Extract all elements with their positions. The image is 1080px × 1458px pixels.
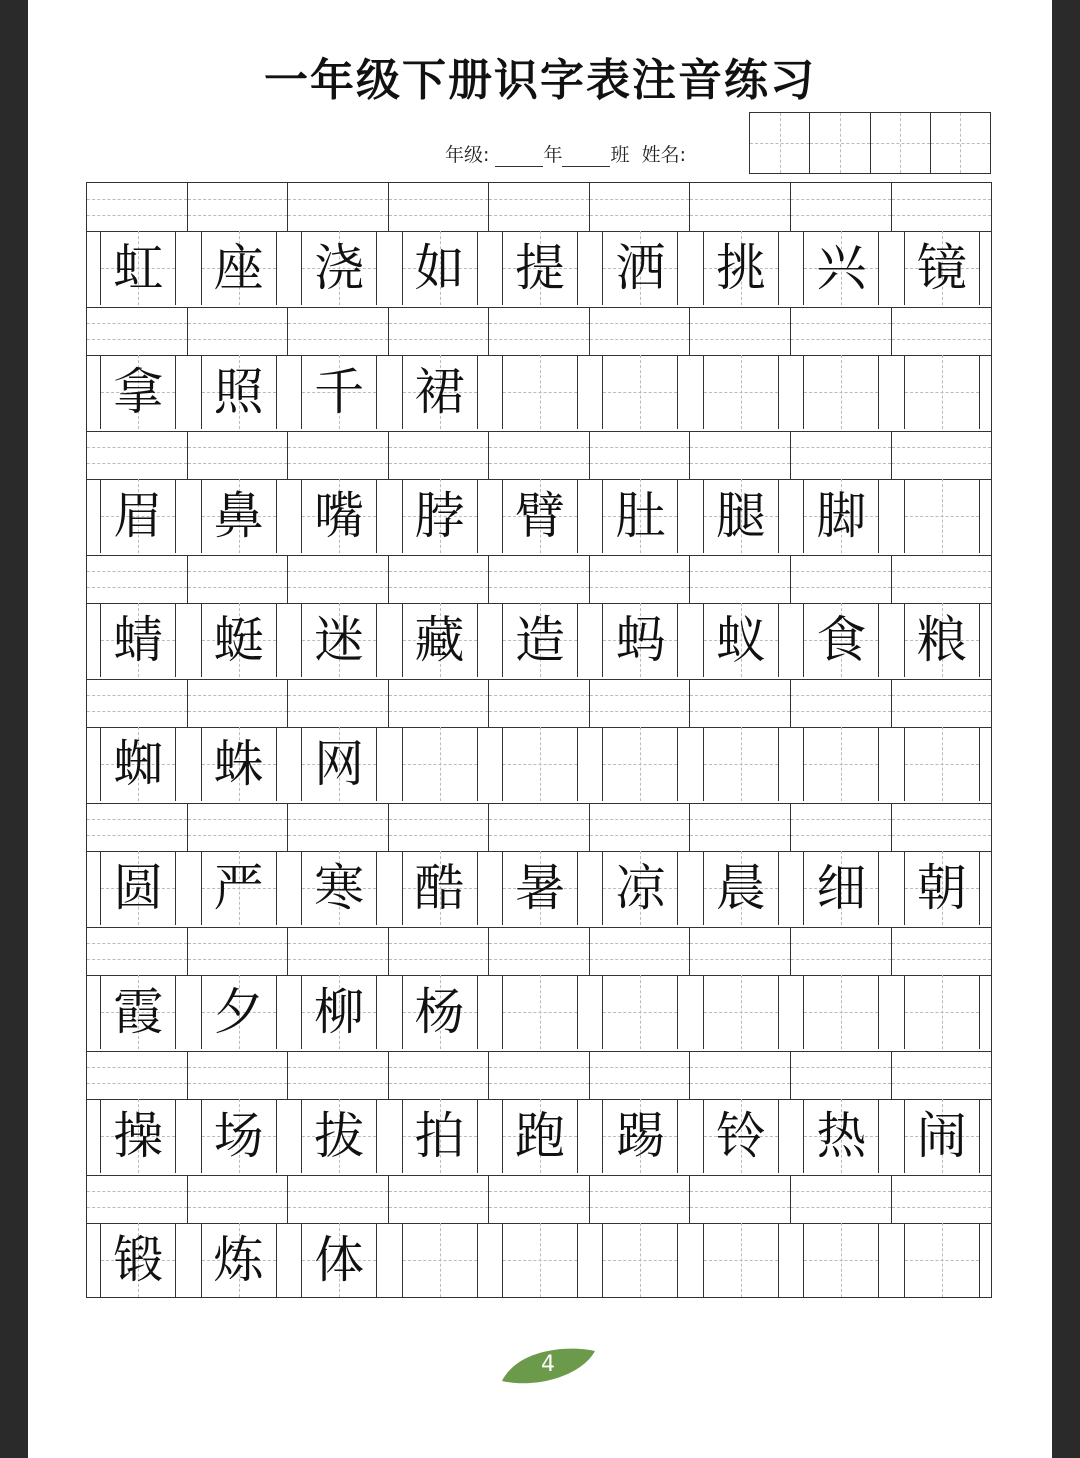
- pinyin-writing-cell[interactable]: [87, 431, 188, 479]
- character-text: 踢: [615, 1107, 666, 1165]
- pinyin-writing-cell[interactable]: [288, 1175, 389, 1223]
- pinyin-writing-cell[interactable]: [288, 679, 389, 727]
- pinyin-writing-cell[interactable]: [87, 555, 188, 603]
- character-text: 蛛: [213, 735, 264, 793]
- character-box: [402, 231, 478, 305]
- student-info: [445, 140, 686, 167]
- pinyin-writing-cell[interactable]: [389, 927, 490, 975]
- character-text: 晨: [715, 859, 766, 917]
- character-box: [703, 231, 779, 305]
- character-text: 热: [816, 1107, 867, 1165]
- character-text: 肚: [615, 487, 666, 545]
- character-box[interactable]: [402, 727, 478, 801]
- pinyin-writing-cell[interactable]: [892, 183, 992, 231]
- practice-row: [87, 803, 991, 927]
- character-box: [301, 355, 377, 429]
- character-box: [100, 727, 176, 801]
- character-box[interactable]: [904, 975, 980, 1049]
- practice-row: [87, 555, 991, 679]
- class-label: 班: [610, 144, 630, 166]
- pinyin-writing-cell[interactable]: [892, 679, 992, 727]
- character-text: 兴: [816, 239, 867, 297]
- pinyin-row: [87, 679, 991, 728]
- character-text: 杨: [414, 983, 465, 1041]
- character-box: [301, 1223, 377, 1297]
- character-text: 眉: [113, 487, 164, 545]
- pinyin-writing-cell[interactable]: [590, 679, 691, 727]
- character-box: [402, 479, 478, 553]
- character-text: 座: [213, 239, 264, 297]
- character-text: 粮: [916, 611, 967, 669]
- character-box[interactable]: [502, 975, 578, 1049]
- character-box[interactable]: [904, 1223, 980, 1297]
- pinyin-writing-cell[interactable]: [590, 431, 691, 479]
- pinyin-writing-cell[interactable]: [288, 927, 389, 975]
- character-box: [201, 1223, 277, 1297]
- character-box[interactable]: [904, 479, 980, 553]
- pinyin-writing-cell[interactable]: [791, 555, 892, 603]
- pinyin-writing-cell[interactable]: [690, 307, 791, 355]
- character-text: 臂: [515, 487, 565, 545]
- character-box: [402, 355, 478, 429]
- practice-row: [87, 1051, 991, 1175]
- character-box: [803, 851, 879, 925]
- pinyin-writing-cell[interactable]: [188, 803, 289, 851]
- character-text: 暑: [515, 859, 565, 917]
- pinyin-writing-cell[interactable]: [690, 1175, 791, 1223]
- character-box: [803, 231, 879, 305]
- character-box[interactable]: [703, 727, 779, 801]
- pinyin-writing-cell[interactable]: [690, 803, 791, 851]
- pinyin-writing-cell[interactable]: [892, 1175, 992, 1223]
- pinyin-writing-cell[interactable]: [389, 803, 490, 851]
- pinyin-writing-cell[interactable]: [791, 307, 892, 355]
- pinyin-writing-cell[interactable]: [389, 307, 490, 355]
- character-row: [87, 603, 991, 680]
- pinyin-writing-cell[interactable]: [690, 555, 791, 603]
- character-text: 凉: [615, 859, 666, 917]
- pinyin-writing-cell[interactable]: [188, 927, 289, 975]
- character-box: [201, 231, 277, 305]
- character-box[interactable]: [803, 975, 879, 1049]
- character-box: [703, 851, 779, 925]
- character-box: [703, 479, 779, 553]
- character-row: [87, 727, 991, 804]
- name-label: 姓名:: [641, 144, 686, 166]
- character-box[interactable]: [703, 1223, 779, 1297]
- character-text: 酷: [414, 859, 465, 917]
- page-number: 4: [541, 1352, 555, 1377]
- character-box: [402, 975, 478, 1049]
- character-box: [402, 1099, 478, 1173]
- worksheet-title: 一年级下册识字表注音练习: [264, 55, 816, 106]
- character-box[interactable]: [703, 975, 779, 1049]
- character-text: 虹: [113, 239, 164, 297]
- character-box: [100, 231, 176, 305]
- pinyin-row: [87, 431, 991, 480]
- pinyin-writing-cell[interactable]: [188, 431, 289, 479]
- character-box: [502, 231, 578, 305]
- pinyin-writing-cell[interactable]: [892, 555, 992, 603]
- character-box: [602, 1099, 678, 1173]
- character-box[interactable]: [703, 355, 779, 429]
- character-text: 照: [213, 363, 264, 421]
- character-text: 蜓: [213, 611, 264, 669]
- character-text: 拔: [314, 1107, 365, 1165]
- character-text: 场: [213, 1107, 264, 1165]
- name-writing-boxes[interactable]: [749, 112, 991, 174]
- pinyin-writing-cell[interactable]: [87, 803, 188, 851]
- pinyin-writing-cell[interactable]: [489, 803, 590, 851]
- character-box: [301, 479, 377, 553]
- character-box: [201, 479, 277, 553]
- character-box: [803, 479, 879, 553]
- pinyin-writing-cell[interactable]: [188, 307, 289, 355]
- pinyin-writing-cell[interactable]: [590, 1175, 691, 1223]
- character-text: 夕: [213, 983, 264, 1041]
- character-text: 体: [314, 1231, 365, 1289]
- character-text: 细: [816, 859, 867, 917]
- character-box: [100, 975, 176, 1049]
- character-box: [402, 851, 478, 925]
- character-box: [904, 851, 980, 925]
- character-box[interactable]: [803, 1223, 879, 1297]
- pinyin-writing-cell[interactable]: [87, 927, 188, 975]
- character-grid: [86, 182, 992, 1298]
- character-text: 柳: [314, 983, 365, 1041]
- pinyin-writing-cell[interactable]: [690, 183, 791, 231]
- pinyin-writing-cell[interactable]: [288, 307, 389, 355]
- character-box: [201, 603, 277, 677]
- character-row: [87, 1099, 991, 1176]
- character-text: 蚁: [715, 611, 766, 669]
- pinyin-row: [87, 1051, 991, 1100]
- character-text: 裙: [414, 363, 465, 421]
- name-box[interactable]: [871, 113, 931, 173]
- character-box: [301, 851, 377, 925]
- character-text: 嘴: [314, 487, 365, 545]
- character-box[interactable]: [502, 727, 578, 801]
- pinyin-writing-cell[interactable]: [590, 555, 691, 603]
- character-box: [703, 1099, 779, 1173]
- pinyin-row: [87, 803, 991, 852]
- pinyin-writing-cell[interactable]: [188, 1175, 289, 1223]
- character-box: [100, 1223, 176, 1297]
- pinyin-writing-cell[interactable]: [791, 803, 892, 851]
- character-box: [904, 231, 980, 305]
- pinyin-writing-cell[interactable]: [389, 1051, 490, 1099]
- grade-blank[interactable]: [495, 148, 543, 167]
- practice-row: [87, 927, 991, 1051]
- pinyin-writing-cell[interactable]: [690, 927, 791, 975]
- pinyin-writing-cell[interactable]: [690, 679, 791, 727]
- character-box[interactable]: [602, 727, 678, 801]
- character-text: 朝: [916, 859, 967, 917]
- year-label: 年: [543, 144, 563, 166]
- name-box[interactable]: [810, 113, 870, 173]
- pinyin-writing-cell[interactable]: [188, 183, 289, 231]
- pinyin-writing-cell[interactable]: [288, 431, 389, 479]
- character-text: 寒: [314, 859, 365, 917]
- character-text: 蜻: [113, 611, 164, 669]
- character-box: [904, 1099, 980, 1173]
- pinyin-writing-cell[interactable]: [288, 803, 389, 851]
- character-box: [201, 355, 277, 429]
- pinyin-writing-cell[interactable]: [87, 307, 188, 355]
- pinyin-row: [87, 555, 991, 604]
- pinyin-writing-cell[interactable]: [288, 183, 389, 231]
- pinyin-row: [87, 183, 991, 232]
- character-text: 铃: [715, 1107, 766, 1165]
- character-text: 操: [113, 1107, 164, 1165]
- pinyin-writing-cell[interactable]: [389, 431, 490, 479]
- pinyin-writing-cell[interactable]: [791, 1175, 892, 1223]
- character-row: [87, 851, 991, 928]
- character-box: [100, 1099, 176, 1173]
- character-box: [100, 603, 176, 677]
- character-box: [201, 851, 277, 925]
- character-text: 如: [414, 239, 465, 297]
- pinyin-writing-cell[interactable]: [288, 555, 389, 603]
- character-box: [803, 603, 879, 677]
- pinyin-writing-cell[interactable]: [87, 183, 188, 231]
- character-box: [100, 355, 176, 429]
- character-text: 造: [515, 611, 565, 669]
- pinyin-writing-cell[interactable]: [489, 1051, 590, 1099]
- character-text: 蜘: [113, 735, 164, 793]
- character-row: [87, 231, 991, 308]
- pinyin-writing-cell[interactable]: [690, 1051, 791, 1099]
- character-box: [703, 603, 779, 677]
- pinyin-row: [87, 307, 991, 356]
- pinyin-writing-cell[interactable]: [590, 183, 691, 231]
- pinyin-writing-cell[interactable]: [892, 431, 992, 479]
- character-text: 蚂: [615, 611, 666, 669]
- character-text: 浇: [314, 239, 365, 297]
- character-text: 千: [314, 363, 365, 421]
- pinyin-writing-cell[interactable]: [791, 1051, 892, 1099]
- character-text: 迷: [314, 611, 365, 669]
- character-box: [502, 851, 578, 925]
- pinyin-writing-cell[interactable]: [892, 307, 992, 355]
- character-text: 跑: [515, 1107, 565, 1165]
- character-row: [87, 355, 991, 432]
- character-box: [100, 479, 176, 553]
- pinyin-writing-cell[interactable]: [590, 1051, 691, 1099]
- pinyin-writing-cell[interactable]: [188, 555, 289, 603]
- pinyin-writing-cell[interactable]: [489, 1175, 590, 1223]
- grade-label: 年级:: [445, 144, 490, 166]
- character-box: [502, 603, 578, 677]
- character-box[interactable]: [502, 355, 578, 429]
- pinyin-writing-cell[interactable]: [489, 307, 590, 355]
- character-text: 锻: [113, 1231, 164, 1289]
- character-text: 食: [816, 611, 867, 669]
- character-box: [201, 727, 277, 801]
- character-box: [301, 975, 377, 1049]
- character-box: [201, 975, 277, 1049]
- pinyin-row: [87, 927, 991, 976]
- pinyin-writing-cell[interactable]: [791, 927, 892, 975]
- character-text: 严: [213, 859, 264, 917]
- practice-row: [87, 183, 991, 307]
- pinyin-writing-cell[interactable]: [590, 803, 691, 851]
- pinyin-writing-cell[interactable]: [288, 1051, 389, 1099]
- pinyin-writing-cell[interactable]: [389, 555, 490, 603]
- character-text: 霞: [113, 983, 164, 1041]
- practice-row: [87, 431, 991, 555]
- character-box[interactable]: [602, 1223, 678, 1297]
- character-text: 洒: [615, 239, 666, 297]
- character-box: [201, 1099, 277, 1173]
- character-text: 腿: [715, 487, 766, 545]
- pinyin-writing-cell[interactable]: [489, 927, 590, 975]
- character-box[interactable]: [602, 975, 678, 1049]
- practice-row: [87, 1175, 991, 1299]
- pinyin-writing-cell[interactable]: [389, 1175, 490, 1223]
- practice-row: [87, 679, 991, 803]
- pinyin-row: [87, 1175, 991, 1224]
- pinyin-writing-cell[interactable]: [188, 1051, 289, 1099]
- practice-row: [87, 307, 991, 431]
- pinyin-writing-cell[interactable]: [791, 431, 892, 479]
- character-text: 脚: [816, 487, 867, 545]
- character-box: [502, 1099, 578, 1173]
- character-box: [502, 479, 578, 553]
- pinyin-writing-cell[interactable]: [791, 679, 892, 727]
- pinyin-writing-cell[interactable]: [690, 431, 791, 479]
- pinyin-writing-cell[interactable]: [489, 183, 590, 231]
- character-text: 拿: [113, 363, 164, 421]
- character-text: 脖: [414, 487, 465, 545]
- pinyin-writing-cell[interactable]: [389, 183, 490, 231]
- character-box[interactable]: [602, 355, 678, 429]
- character-text: 挑: [715, 239, 766, 297]
- pinyin-writing-cell[interactable]: [489, 555, 590, 603]
- character-text: 提: [515, 239, 565, 297]
- pinyin-writing-cell[interactable]: [791, 183, 892, 231]
- character-box: [602, 479, 678, 553]
- character-box: [602, 603, 678, 677]
- character-text: 闹: [916, 1107, 967, 1165]
- character-text: 网: [314, 735, 365, 793]
- name-box[interactable]: [750, 113, 810, 173]
- character-box[interactable]: [402, 1223, 478, 1297]
- character-box[interactable]: [904, 355, 980, 429]
- character-box: [402, 603, 478, 677]
- character-text: 镜: [916, 239, 967, 297]
- pinyin-writing-cell[interactable]: [892, 1051, 992, 1099]
- pinyin-writing-cell[interactable]: [489, 431, 590, 479]
- character-box[interactable]: [803, 355, 879, 429]
- character-box[interactable]: [803, 727, 879, 801]
- character-text: 藏: [414, 611, 465, 669]
- character-box: [301, 231, 377, 305]
- character-box: [301, 727, 377, 801]
- character-text: 圆: [113, 859, 164, 917]
- character-box: [301, 603, 377, 677]
- character-box: [602, 231, 678, 305]
- pinyin-writing-cell[interactable]: [188, 679, 289, 727]
- pinyin-writing-cell[interactable]: [87, 1051, 188, 1099]
- character-box: [602, 851, 678, 925]
- character-box[interactable]: [904, 727, 980, 801]
- pinyin-writing-cell[interactable]: [87, 1175, 188, 1223]
- pinyin-writing-cell[interactable]: [892, 803, 992, 851]
- character-text: 鼻: [213, 487, 264, 545]
- character-row: [87, 479, 991, 556]
- character-box: [100, 851, 176, 925]
- character-box: [904, 603, 980, 677]
- pinyin-writing-cell[interactable]: [590, 927, 691, 975]
- class-blank[interactable]: [562, 148, 610, 167]
- pinyin-writing-cell[interactable]: [892, 927, 992, 975]
- pinyin-writing-cell[interactable]: [590, 307, 691, 355]
- character-box: [301, 1099, 377, 1173]
- name-box[interactable]: [931, 113, 990, 173]
- pinyin-writing-cell[interactable]: [389, 679, 490, 727]
- character-text: 拍: [414, 1107, 465, 1165]
- pinyin-writing-cell[interactable]: [489, 679, 590, 727]
- pinyin-writing-cell[interactable]: [87, 679, 188, 727]
- character-row: [87, 1223, 991, 1299]
- character-text: 炼: [213, 1231, 264, 1289]
- character-box: [803, 1099, 879, 1173]
- character-box[interactable]: [502, 1223, 578, 1297]
- character-row: [87, 975, 991, 1052]
